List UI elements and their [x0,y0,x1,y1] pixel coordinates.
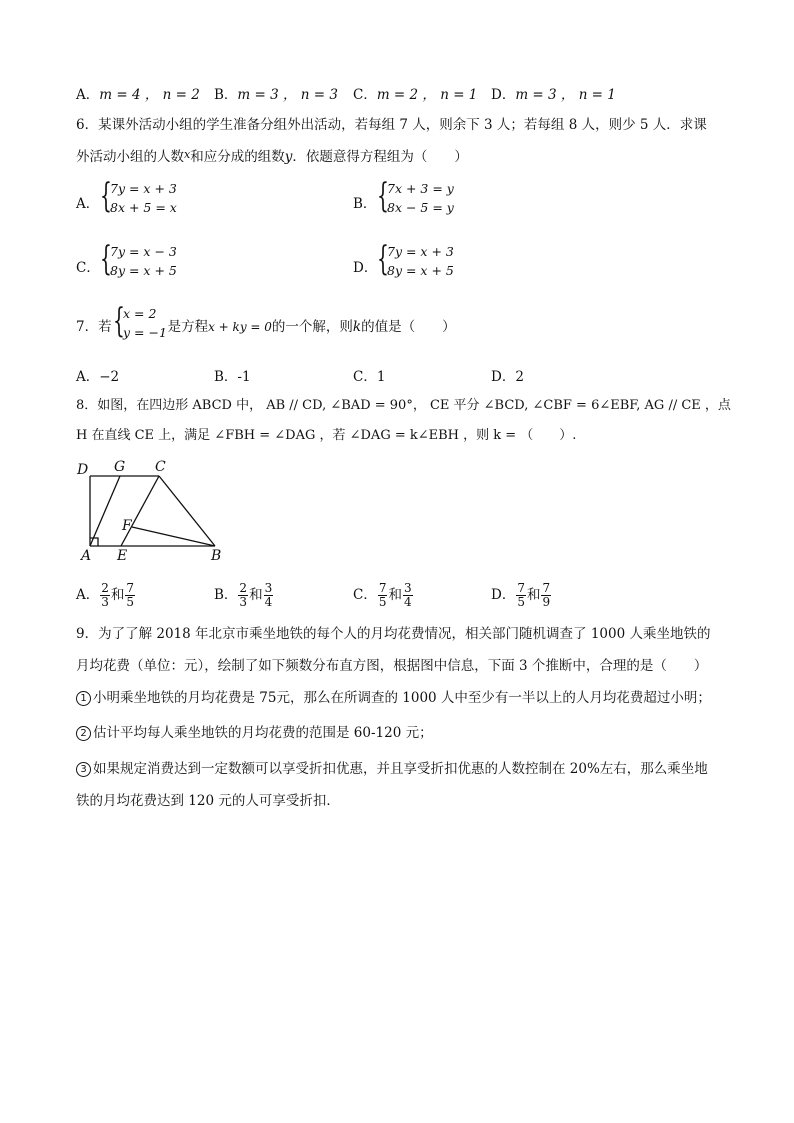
q7-var-k: k [352,319,362,335]
equation: 8x − 5 = y [387,200,454,215]
brace-icon: { [377,239,389,279]
denominator: 5 [517,595,525,609]
q9-item-text: 小明乘坐地铁的月均花费是 75元，那么在所调查的 1000 人中至少有一半以上的人月均花费超过小明； [93,690,711,706]
q6-text: 和应分成的组数 [190,149,285,165]
q7-system [113,301,173,346]
numerator: 7 [517,581,525,595]
q6-text: 外活动小组的人数 [76,149,184,165]
q7-option-b [214,365,251,385]
q6-stem-line2 [76,146,468,166]
option-text: m = 4 ， n = 2 [99,87,200,103]
circled-number-icon: 1 [76,691,91,706]
option-label: D． [491,587,516,603]
numerator: 7 [126,581,135,595]
point-label-e: E [117,548,128,564]
and-text: 和 [388,587,402,603]
denominator: 4 [264,595,273,609]
q6-text: ．依题意得方程组为（ ） [292,149,468,165]
numerator: 3 [264,581,273,595]
numerator: 2 [101,581,109,595]
q6-stem-line1: 6．某课外活动小组的学生准备分组外出活动，若每组 7 人，则余下 3 人；若每组 8 人，则少 5 人．求课 [76,117,707,133]
option-label: A． [76,87,100,103]
equation: 7x + 3 = y [387,181,454,196]
fraction [516,582,526,609]
circled-number-icon: 3 [76,762,91,777]
point-label-a: A [81,548,92,564]
denominator: 3 [239,595,248,609]
q5-option-b [214,83,338,103]
point-label-b: B [211,548,222,564]
fraction [125,582,135,609]
equation: 8y = x + 5 [387,263,454,278]
q5-option-a [76,83,200,103]
numerator: 7 [378,581,387,595]
point-label-g: G [114,459,126,475]
q9-stem-line1: 9．为了了解 2018 年北京市乘坐地铁的每个人的月均花费情况，相关部门随机调查了 1000 人乘坐地铁的 [76,626,711,642]
option-text: m = 3 ， n = 3 [237,87,338,103]
q7-text: 是方程 [167,319,209,335]
option-label: B． [214,369,238,385]
equation: 7y = x + 3 [110,181,177,196]
option-label: A． [76,587,100,603]
fraction [264,582,274,609]
option-text: 2 [515,369,524,385]
and-text: 和 [110,587,125,603]
numerator: 3 [403,581,412,595]
option-text: m = 3 ， n = 1 [515,87,616,103]
q7-equation: x + ky = 0 [208,320,272,334]
point-label-f: F [122,518,132,534]
q6-option-d-system [377,239,497,284]
q5-option-c [353,83,477,103]
option-label: B． [214,587,238,603]
q8-stem-line1: 8．如图，在四边形 ABCD 中， AB // CD, ∠BAD = 90°， CE 平分 ∠BCD, ∠CBF = 6∠EBF, AG // CE ，点 [76,398,731,413]
option-label: A． [76,369,100,385]
segment-ga [90,476,120,546]
q9-item-text: 估计平均每人乘坐地铁的月均花费的范围是 60-120 元； [93,725,433,741]
q9-item-2 [76,724,433,742]
fraction [238,582,248,609]
option-text: m = 2 ， n = 1 [376,87,478,103]
q9-item-3 [76,760,708,778]
fraction [378,582,388,609]
q6-var-y: y [284,149,293,165]
q6-option-a-label: A． [76,196,100,212]
brace-icon: { [377,176,389,216]
q7-text: 的一个解，则 [271,319,353,335]
brace-icon: { [113,301,125,341]
fraction [403,582,413,609]
denominator: 5 [378,595,387,609]
equation: 8y = x + 5 [110,263,177,278]
q6-option-b-label: B． [353,196,377,212]
q6-option-d-label: D． [353,260,378,276]
q8-option-a [76,582,136,609]
equation: y = −1 [123,325,167,340]
and-text: 和 [526,587,541,603]
q6-option-b-system [377,176,497,221]
denominator: 5 [126,595,135,609]
q6-var-x: x [184,148,191,161]
equation: 8x + 5 = x [110,200,177,215]
q6-option-c-label: C． [76,260,100,276]
q8-option-c [353,582,414,609]
fraction [541,582,551,609]
q8-quadrilateral-figure [76,456,236,566]
q9-item-3-cont: 铁的月均花费达到 120 元的人可享受折扣． [76,793,340,809]
numerator: 7 [542,581,551,595]
q5-option-d [491,83,616,103]
fraction [100,582,110,609]
segment-ce [121,476,159,546]
option-label: C． [353,587,377,603]
q7-text: 7．若 [76,319,112,335]
q8-option-d [491,582,552,609]
option-label: D． [491,87,516,103]
brace-icon: { [100,176,112,216]
q9-stem-line2: 月均花费（单位：元），绘制了如下频数分布直方图，根据图中信息，下面 3 个推断中，合理的是（ ） [76,658,708,674]
q7-option-c [353,365,385,385]
point-label-d: D [77,462,89,478]
q9-item-text: 如果规定消费达到一定数额可以享受折扣优惠，并且享受折扣优惠的人数控制在 20%左右，那么乘坐地 [93,761,708,777]
brace-icon: { [100,239,112,279]
denominator: 4 [403,595,412,609]
denominator: 9 [542,595,551,609]
q6-option-c-system [100,239,220,284]
equation: 7y = x + 3 [387,244,454,259]
q9-item-1 [76,689,711,707]
numerator: 2 [239,581,248,595]
q7-option-d [491,365,524,385]
q7-option-a [76,365,119,385]
option-label: D． [491,369,516,385]
equation: 7y = x − 3 [110,244,177,259]
q8-stem-line2: H 在直线 CE 上，满足 ∠FBH = ∠DAG ，若 ∠DAG = k∠EBH ，则 k = （ ）. [76,428,577,443]
q8-option-b [214,582,274,609]
circled-number-icon: 2 [76,726,91,741]
option-text: −2 [99,369,120,385]
equation: x = 2 [123,306,157,321]
q6-option-a-system [100,176,220,221]
q7-text: 的值是（ ） [361,319,456,335]
option-label: B． [214,87,238,103]
option-text: 1 [376,369,386,385]
option-label: C． [353,369,377,385]
option-label: C． [353,87,377,103]
point-label-c: C [155,459,166,475]
denominator: 3 [101,595,109,609]
option-text: -1 [237,369,251,385]
and-text: 和 [249,587,263,603]
